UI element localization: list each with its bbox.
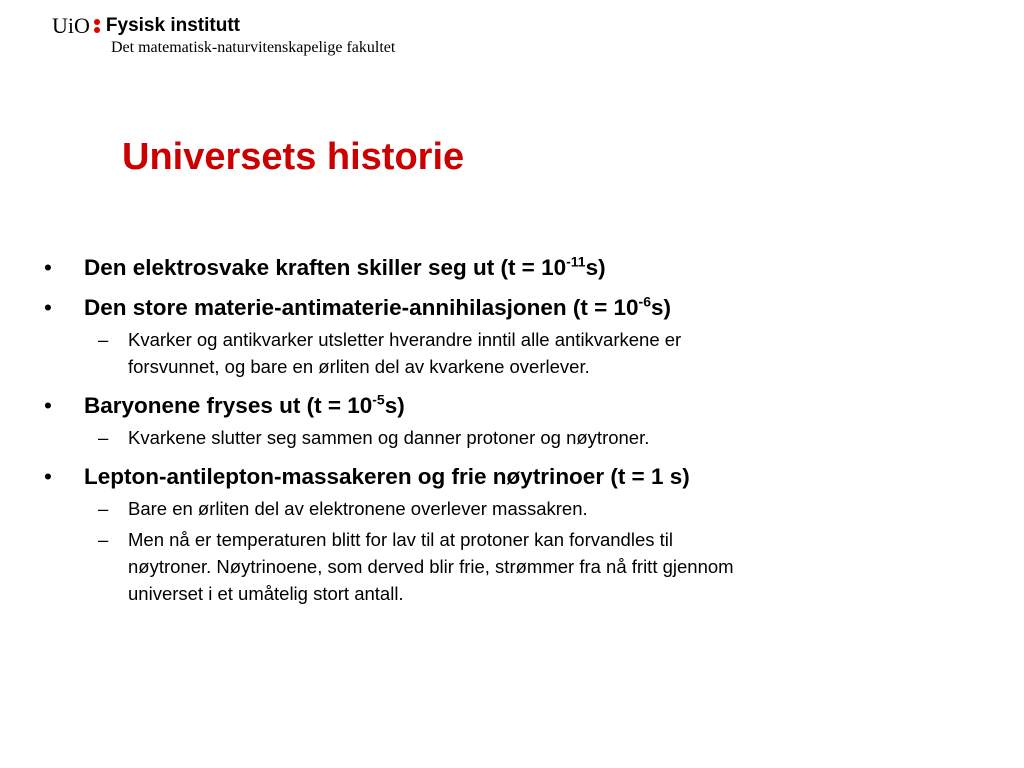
dash-marker: – bbox=[98, 498, 109, 519]
slide-content bbox=[42, 252, 942, 617]
sub-bullet-text bbox=[128, 326, 908, 380]
faculty-name: Det matematisk-naturvitenskapelige fakultet bbox=[111, 39, 396, 56]
dash-marker: – bbox=[98, 427, 109, 448]
sub-bullet-line: Men nå er temperaturen blitt for lav til at protoner kan forvandles til bbox=[128, 529, 673, 550]
bullet-lepton-massacre bbox=[42, 461, 942, 493]
sub-bullet-line: Kvarkene slutter seg sammen og danner protoner og nøytroner. bbox=[128, 427, 650, 448]
sub-bullet-line: forsvunnet, og bare en ørliten del av kvarkene overlever. bbox=[128, 356, 590, 377]
sub-bullet-line: Kvarker og antikvarker utsletter hverandre inntil alle antikvarkene er bbox=[128, 329, 682, 350]
bullet-electroweak bbox=[42, 252, 942, 284]
slide-title: Universets historie bbox=[122, 136, 465, 178]
bullet-text: Den store materie-antimaterie-annihilasjonen (t = 10 bbox=[84, 295, 639, 320]
bullet-text: Baryonene fryses ut (t = 10 bbox=[84, 393, 373, 418]
bullet-exponent: -5 bbox=[372, 391, 385, 408]
bullet-text: Lepton-antilepton-massakeren og frie nøytrinoer (t = 1 s) bbox=[84, 464, 690, 489]
sub-bullet-text bbox=[128, 526, 908, 607]
bullet-suffix: s) bbox=[585, 255, 606, 280]
dash-marker: – bbox=[98, 529, 109, 550]
sub-bullet-electrons-survive bbox=[42, 495, 942, 522]
sub-bullet-text bbox=[128, 495, 908, 522]
sub-bullet-line: Bare en ørliten del av elektronene overlever massakren. bbox=[128, 498, 588, 519]
uio-logo bbox=[52, 12, 240, 40]
uio-dots-icon bbox=[94, 15, 100, 37]
bullet-marker: • bbox=[44, 464, 52, 489]
sub-bullet-quarks-annihilate bbox=[42, 326, 942, 380]
institute-name: Fysisk institutt bbox=[105, 15, 240, 36]
header bbox=[52, 12, 482, 58]
sub-bullet-protons-neutrons bbox=[42, 424, 942, 451]
bullet-text: Den elektrosvake kraften skiller seg ut (t = 10 bbox=[84, 255, 567, 280]
bullet-exponent: -11 bbox=[566, 253, 586, 270]
bullet-marker: • bbox=[44, 295, 52, 320]
uio-wordmark: UiO bbox=[52, 13, 90, 38]
sub-bullet-text bbox=[128, 424, 908, 451]
bullet-annihilation bbox=[42, 292, 942, 324]
bullet-exponent: -6 bbox=[638, 293, 651, 310]
bullet-suffix: s) bbox=[651, 295, 672, 320]
dash-marker: – bbox=[98, 329, 109, 350]
bullet-marker: • bbox=[44, 255, 52, 280]
sub-bullet-neutrinos-free bbox=[42, 526, 942, 607]
bullet-marker: • bbox=[44, 393, 52, 418]
sub-bullet-line: universet i et umåtelig stort antall. bbox=[128, 583, 404, 604]
sub-bullet-line: nøytroner. Nøytrinoene, som derved blir frie, strømmer fra nå fritt gjennom bbox=[128, 556, 734, 577]
bullet-suffix: s) bbox=[384, 393, 405, 418]
bullet-baryons bbox=[42, 390, 942, 422]
